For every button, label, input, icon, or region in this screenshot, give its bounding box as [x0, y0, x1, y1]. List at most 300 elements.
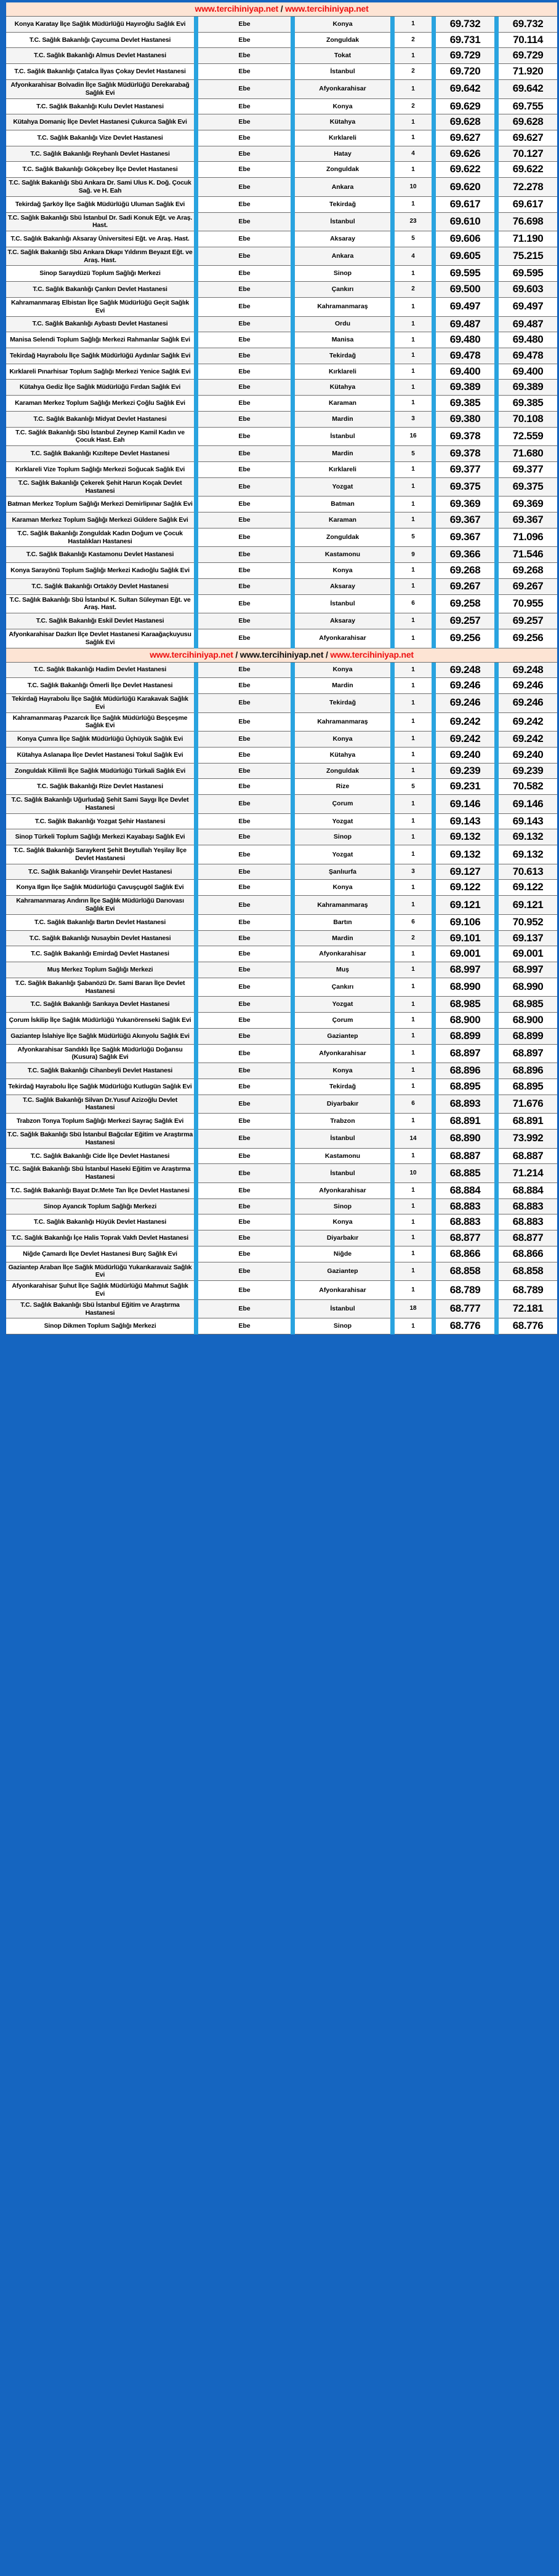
cell-title: Ebe: [198, 1013, 291, 1029]
column-separator: [194, 1045, 198, 1064]
cell-max-score: 69.242: [499, 713, 557, 732]
column-separator: [291, 946, 295, 962]
column-separator: [291, 732, 295, 748]
cell-quota: 1: [395, 880, 432, 896]
column-separator: [390, 1095, 395, 1114]
cell-province: Kırklareli: [295, 364, 390, 380]
column-separator: [291, 864, 295, 880]
column-separator: [291, 962, 295, 978]
cell-province: Çankırı: [295, 978, 390, 997]
table-row: [6, 33, 557, 49]
cell-province: Kahramanmaraş: [295, 896, 390, 915]
cell-title: Ebe: [198, 298, 291, 317]
cell-max-score: 69.617: [499, 197, 557, 213]
cell-province: Afyonkarahisar: [295, 80, 390, 99]
column-separator: [494, 446, 499, 462]
watermark-segment: www.tercihiniyap.net: [239, 649, 324, 660]
column-separator: [432, 146, 436, 162]
cell-institution: Afyonkarahisar Şuhut İlçe Sağlık Müdürlüğü Mahmut Sağlık Evi: [6, 1281, 194, 1300]
cell-max-score: 69.729: [499, 48, 557, 64]
table-row: [6, 748, 557, 764]
cell-title: Ebe: [198, 732, 291, 748]
cell-title: Ebe: [198, 380, 291, 396]
column-separator: [291, 1318, 295, 1334]
cell-max-score: 70.108: [499, 412, 557, 428]
watermark-segment: www.tercihiniyap.net: [195, 4, 279, 14]
column-separator: [291, 282, 295, 298]
cell-province: Sinop: [295, 1318, 390, 1334]
column-separator: [494, 779, 499, 795]
cell-min-score: 69.239: [436, 764, 494, 780]
cell-min-score: 69.720: [436, 64, 494, 80]
column-separator: [494, 613, 499, 629]
cell-institution: Çorum İskilip İlçe Sağlık Müdürlüğü Yukarıörenseki Sağlık Evi: [6, 1013, 194, 1029]
column-separator: [194, 380, 198, 396]
column-separator: [390, 962, 395, 978]
cell-quota: 1: [395, 997, 432, 1013]
column-separator: [494, 1230, 499, 1246]
cell-institution: Tekirdağ Hayrabolu İlçe Sağlık Müdürlüğü Kutlugün Sağlık Evi: [6, 1079, 194, 1095]
column-separator: [390, 997, 395, 1013]
column-separator: [194, 896, 198, 915]
cell-title: Ebe: [198, 412, 291, 428]
column-separator: [432, 178, 436, 197]
cell-quota: 1: [395, 317, 432, 333]
cell-min-score: 69.595: [436, 266, 494, 282]
cell-institution: Kütahya Aslanapa İlçe Devlet Hastanesi Tokul Sağlık Evi: [6, 748, 194, 764]
cell-province: Konya: [295, 17, 390, 33]
cell-title: Ebe: [198, 33, 291, 49]
cell-title: Ebe: [198, 528, 291, 548]
column-separator: [494, 946, 499, 962]
cell-min-score: 68.885: [436, 1164, 494, 1183]
column-separator: [194, 978, 198, 997]
column-separator: [432, 48, 436, 64]
cell-min-score: 68.893: [436, 1095, 494, 1114]
column-separator: [494, 962, 499, 978]
column-separator: [291, 1013, 295, 1029]
cell-title: Ebe: [198, 146, 291, 162]
table-row: [6, 1079, 557, 1095]
column-separator: [194, 1013, 198, 1029]
cell-title: Ebe: [198, 845, 291, 864]
cell-title: Ebe: [198, 17, 291, 33]
column-separator: [494, 178, 499, 197]
column-separator: [432, 795, 436, 814]
cell-max-score: 75.215: [499, 247, 557, 266]
table-row: [6, 380, 557, 396]
cell-min-score: 68.877: [436, 1230, 494, 1246]
column-separator: [291, 478, 295, 497]
cell-max-score: 68.997: [499, 962, 557, 978]
cell-title: Ebe: [198, 317, 291, 333]
column-separator: [494, 880, 499, 896]
cell-province: Kastamonu: [295, 547, 390, 563]
cell-max-score: 69.642: [499, 80, 557, 99]
column-separator: [291, 462, 295, 478]
cell-institution: Konya Sarayönü Toplum Sağlığı Merkezi Kadıoğlu Sağlık Evi: [6, 563, 194, 579]
watermark-banner-row: [6, 2, 557, 17]
cell-province: İstanbul: [295, 1300, 390, 1319]
column-separator: [494, 1114, 499, 1130]
cell-institution: T.C. Sağlık Bakanlığı Sbü Ankara Dkapı Yıldırım Beyazıt Eğt. ve Araş. Hast.: [6, 247, 194, 266]
column-separator: [194, 1130, 198, 1149]
cell-institution: Niğde Çamardı İlçe Devlet Hastanesi Burç Sağlık Evi: [6, 1246, 194, 1262]
cell-institution: Muş Merkez Toplum Sağlığı Merkezi: [6, 962, 194, 978]
cell-min-score: 68.896: [436, 1063, 494, 1079]
column-separator: [432, 1130, 436, 1149]
table-row: [6, 1246, 557, 1262]
table-row: [6, 528, 557, 548]
cell-quota: 1: [395, 629, 432, 648]
table-row: [6, 446, 557, 462]
cell-min-score: 69.378: [436, 446, 494, 462]
column-separator: [494, 17, 499, 33]
column-separator: [432, 694, 436, 713]
column-separator: [194, 364, 198, 380]
column-separator: [494, 1095, 499, 1114]
cell-min-score: 69.127: [436, 864, 494, 880]
column-separator: [390, 1246, 395, 1262]
column-separator: [194, 178, 198, 197]
column-separator: [390, 496, 395, 512]
column-separator: [494, 595, 499, 614]
column-separator: [194, 613, 198, 629]
table-row: [6, 1130, 557, 1149]
column-separator: [432, 1214, 436, 1230]
cell-province: İstanbul: [295, 64, 390, 80]
cell-institution: Kahramanmaraş Pazarcık İlçe Sağlık Müdürlüğü Beşçeşme Sağlık Evi: [6, 713, 194, 732]
column-separator: [194, 478, 198, 497]
cell-min-score: 69.622: [436, 162, 494, 178]
table-row: [6, 1230, 557, 1246]
cell-max-score: 70.127: [499, 146, 557, 162]
cell-max-score: 68.866: [499, 1246, 557, 1262]
column-separator: [291, 779, 295, 795]
bottom-edge: [0, 1334, 559, 1338]
cell-province: Ordu: [295, 317, 390, 333]
column-separator: [494, 146, 499, 162]
column-separator: [432, 864, 436, 880]
column-separator: [432, 1230, 436, 1246]
cell-min-score: 69.606: [436, 231, 494, 247]
cell-province: Hatay: [295, 146, 390, 162]
cell-province: Kahramanmaraş: [295, 713, 390, 732]
table-row: [6, 114, 557, 130]
column-separator: [494, 1079, 499, 1095]
cell-quota: 4: [395, 146, 432, 162]
cell-institution: Konya Karatay İlçe Sağlık Müdürlüğü Hayıroğlu Sağlık Evi: [6, 17, 194, 33]
cell-min-score: 69.242: [436, 713, 494, 732]
column-separator: [194, 1164, 198, 1183]
column-separator: [390, 266, 395, 282]
column-separator: [194, 247, 198, 266]
cell-min-score: 69.246: [436, 694, 494, 713]
cell-max-score: 69.239: [499, 764, 557, 780]
column-separator: [390, 380, 395, 396]
cell-title: Ebe: [198, 1246, 291, 1262]
cell-province: Mardin: [295, 678, 390, 694]
cell-institution: Konya Ilgın İlçe Sağlık Müdürlüğü Çavuşçugöl Sağlık Evi: [6, 880, 194, 896]
column-separator: [390, 779, 395, 795]
column-separator: [194, 446, 198, 462]
cell-province: Afyonkarahisar: [295, 1183, 390, 1199]
column-separator: [291, 412, 295, 428]
watermark-segment: /: [233, 649, 240, 660]
cell-max-score: 68.895: [499, 1079, 557, 1095]
cell-quota: 1: [395, 946, 432, 962]
column-separator: [291, 748, 295, 764]
cell-title: Ebe: [198, 579, 291, 595]
column-separator: [494, 1183, 499, 1199]
column-separator: [291, 428, 295, 447]
cell-title: Ebe: [198, 1063, 291, 1079]
table-row: [6, 64, 557, 80]
column-separator: [291, 348, 295, 364]
column-separator: [390, 931, 395, 947]
cell-min-score: 69.385: [436, 396, 494, 412]
column-separator: [291, 1079, 295, 1095]
column-separator: [494, 1199, 499, 1215]
cell-quota: 5: [395, 779, 432, 795]
column-separator: [494, 764, 499, 780]
column-separator: [194, 629, 198, 648]
column-separator: [432, 130, 436, 146]
table-row: [6, 946, 557, 962]
cell-min-score: 69.627: [436, 130, 494, 146]
column-separator: [194, 915, 198, 931]
cell-title: Ebe: [198, 713, 291, 732]
placement-results-table: [6, 2, 557, 1334]
cell-min-score: 69.400: [436, 364, 494, 380]
cell-institution: Konya Çumra İlçe Sağlık Müdürlüğü Üçhüyük Sağlık Evi: [6, 732, 194, 748]
column-separator: [194, 266, 198, 282]
cell-institution: T.C. Sağlık Bakanlığı Çankırı Devlet Hastanesi: [6, 282, 194, 298]
table-row: [6, 1183, 557, 1199]
table-row: [6, 915, 557, 931]
column-separator: [291, 829, 295, 845]
cell-max-score: 69.732: [499, 17, 557, 33]
cell-institution: Karaman Merkez Toplum Sağlığı Merkezi Güldere Sağlık Evi: [6, 512, 194, 528]
cell-province: Bartın: [295, 915, 390, 931]
column-separator: [291, 629, 295, 648]
column-separator: [494, 931, 499, 947]
cell-institution: T.C. Sağlık Bakanlığı Ömerli İlçe Devlet Hastanesi: [6, 678, 194, 694]
column-separator: [291, 48, 295, 64]
watermark-text: [150, 650, 414, 660]
cell-title: Ebe: [198, 178, 291, 197]
table-row: [6, 1214, 557, 1230]
column-separator: [494, 412, 499, 428]
cell-min-score: 69.122: [436, 880, 494, 896]
cell-quota: 1: [395, 1199, 432, 1215]
column-separator: [291, 713, 295, 732]
column-separator: [390, 130, 395, 146]
cell-quota: 1: [395, 962, 432, 978]
column-separator: [390, 528, 395, 548]
column-separator: [194, 563, 198, 579]
cell-max-score: 69.267: [499, 579, 557, 595]
column-separator: [390, 48, 395, 64]
cell-institution: Batman Merkez Toplum Sağlığı Merkezi Demirlipınar Sağlık Evi: [6, 496, 194, 512]
column-separator: [390, 1130, 395, 1149]
column-separator: [390, 732, 395, 748]
column-separator: [494, 266, 499, 282]
column-separator: [291, 663, 295, 679]
cell-institution: T.C. Sağlık Bakanlığı Hadim Devlet Hastanesi: [6, 663, 194, 679]
column-separator: [390, 213, 395, 232]
cell-title: Ebe: [198, 978, 291, 997]
cell-quota: 1: [395, 1262, 432, 1282]
cell-min-score: 68.985: [436, 997, 494, 1013]
cell-min-score: 68.900: [436, 1013, 494, 1029]
cell-min-score: 68.883: [436, 1199, 494, 1215]
column-separator: [390, 579, 395, 595]
cell-province: Kırklareli: [295, 130, 390, 146]
column-separator: [291, 17, 295, 33]
column-separator: [432, 997, 436, 1013]
column-separator: [494, 1246, 499, 1262]
column-separator: [390, 595, 395, 614]
cell-quota: 1: [395, 298, 432, 317]
cell-institution: T.C. Sağlık Bakanlığı Saraykent Şehit Beytullah Yeşilay İlçe Devlet Hastanesi: [6, 845, 194, 864]
column-separator: [194, 1281, 198, 1300]
column-separator: [291, 496, 295, 512]
column-separator: [390, 332, 395, 348]
column-separator: [432, 1183, 436, 1199]
cell-max-score: 68.883: [499, 1214, 557, 1230]
column-separator: [390, 1029, 395, 1045]
cell-max-score: 69.603: [499, 282, 557, 298]
column-separator: [432, 396, 436, 412]
column-separator: [291, 114, 295, 130]
column-separator: [494, 99, 499, 115]
cell-province: Afyonkarahisar: [295, 946, 390, 962]
cell-min-score: 69.132: [436, 845, 494, 864]
watermark-segment: www.tercihiniyap.net: [330, 649, 414, 660]
cell-max-score: 69.478: [499, 348, 557, 364]
column-separator: [194, 1149, 198, 1165]
cell-institution: Karaman Merkez Toplum Sağlığı Merkezi Çoğlu Sağlık Evi: [6, 396, 194, 412]
column-separator: [291, 1183, 295, 1199]
column-separator: [194, 332, 198, 348]
table-row: [6, 864, 557, 880]
column-separator: [494, 864, 499, 880]
column-separator: [291, 1262, 295, 1282]
cell-institution: T.C. Sağlık Bakanlığı Çatalca İlyas Çokay Devlet Hastanesi: [6, 64, 194, 80]
cell-institution: T.C. Sağlık Bakanlığı Sbü Ankara Dr. Sami Ulus K. Doğ. Çocuk Sağ. ve H. Eah: [6, 178, 194, 197]
cell-province: Mardin: [295, 412, 390, 428]
column-separator: [390, 713, 395, 732]
column-separator: [432, 1318, 436, 1334]
cell-max-score: 68.899: [499, 1029, 557, 1045]
column-separator: [291, 213, 295, 232]
table-row: [6, 478, 557, 497]
column-separator: [291, 1164, 295, 1183]
cell-province: Mardin: [295, 931, 390, 947]
table-row: [6, 130, 557, 146]
cell-title: Ebe: [198, 99, 291, 115]
cell-institution: Kütahya Gediz İlçe Sağlık Müdürlüğü Fırdan Sağlık Evi: [6, 380, 194, 396]
cell-quota: 1: [395, 348, 432, 364]
column-separator: [494, 1130, 499, 1149]
column-separator: [494, 48, 499, 64]
column-separator: [494, 1318, 499, 1334]
column-separator: [390, 298, 395, 317]
cell-institution: T.C. Sağlık Bakanlığı Sbü İstanbul Zeynep Kamil Kadın ve Çocuk Hast. Eah: [6, 428, 194, 447]
cell-max-score: 68.891: [499, 1114, 557, 1130]
cell-title: Ebe: [198, 114, 291, 130]
column-separator: [432, 446, 436, 462]
column-separator: [291, 1300, 295, 1319]
column-separator: [194, 1262, 198, 1282]
column-separator: [432, 1300, 436, 1319]
cell-institution: T.C. Sağlık Bakanlığı Silvan Dr.Yusuf Azizoğlu Devlet Hastanesi: [6, 1095, 194, 1114]
cell-province: Rize: [295, 779, 390, 795]
cell-max-score: 69.248: [499, 663, 557, 679]
cell-quota: 2: [395, 64, 432, 80]
cell-min-score: 69.729: [436, 48, 494, 64]
column-separator: [194, 512, 198, 528]
cell-quota: 1: [395, 48, 432, 64]
column-separator: [494, 247, 499, 266]
cell-quota: 1: [395, 896, 432, 915]
cell-max-score: 69.627: [499, 130, 557, 146]
column-separator: [291, 1130, 295, 1149]
cell-province: Ankara: [295, 178, 390, 197]
cell-quota: 5: [395, 446, 432, 462]
cell-institution: Gaziantep İslahiye İlçe Sağlık Müdürlüğü Akınyolu Sağlık Evi: [6, 1029, 194, 1045]
cell-title: Ebe: [198, 946, 291, 962]
column-separator: [494, 748, 499, 764]
column-separator: [194, 962, 198, 978]
cell-institution: T.C. Sağlık Bakanlığı Şabanözü Dr. Sami Baran İlçe Devlet Hastanesi: [6, 978, 194, 997]
cell-title: Ebe: [198, 915, 291, 931]
cell-province: Kütahya: [295, 748, 390, 764]
cell-title: Ebe: [198, 595, 291, 614]
cell-max-score: 69.257: [499, 613, 557, 629]
column-separator: [390, 1230, 395, 1246]
cell-min-score: 69.626: [436, 146, 494, 162]
column-separator: [432, 1063, 436, 1079]
column-separator: [291, 33, 295, 49]
column-separator: [291, 595, 295, 614]
cell-quota: 1: [395, 678, 432, 694]
cell-title: Ebe: [198, 231, 291, 247]
column-separator: [390, 162, 395, 178]
cell-title: Ebe: [198, 1164, 291, 1183]
cell-min-score: 68.897: [436, 1045, 494, 1064]
column-separator: [194, 99, 198, 115]
cell-max-score: 69.246: [499, 678, 557, 694]
table-row: [6, 462, 557, 478]
column-separator: [432, 364, 436, 380]
cell-institution: Kahramanmaraş Andırın İlçe Sağlık Müdürlüğü Darıovası Sağlık Evi: [6, 896, 194, 915]
cell-max-score: 69.143: [499, 814, 557, 830]
cell-institution: T.C. Sağlık Bakanlığı Çekerek Şehit Harun Koçak Devlet Hastanesi: [6, 478, 194, 497]
column-separator: [432, 678, 436, 694]
cell-quota: 6: [395, 915, 432, 931]
cell-min-score: 69.642: [436, 80, 494, 99]
cell-province: Tokat: [295, 48, 390, 64]
column-separator: [390, 814, 395, 830]
cell-province: Mardin: [295, 446, 390, 462]
table-row: [6, 829, 557, 845]
cell-province: Karaman: [295, 396, 390, 412]
cell-province: Diyarbakır: [295, 1230, 390, 1246]
column-separator: [390, 1300, 395, 1319]
cell-max-score: 69.375: [499, 478, 557, 497]
